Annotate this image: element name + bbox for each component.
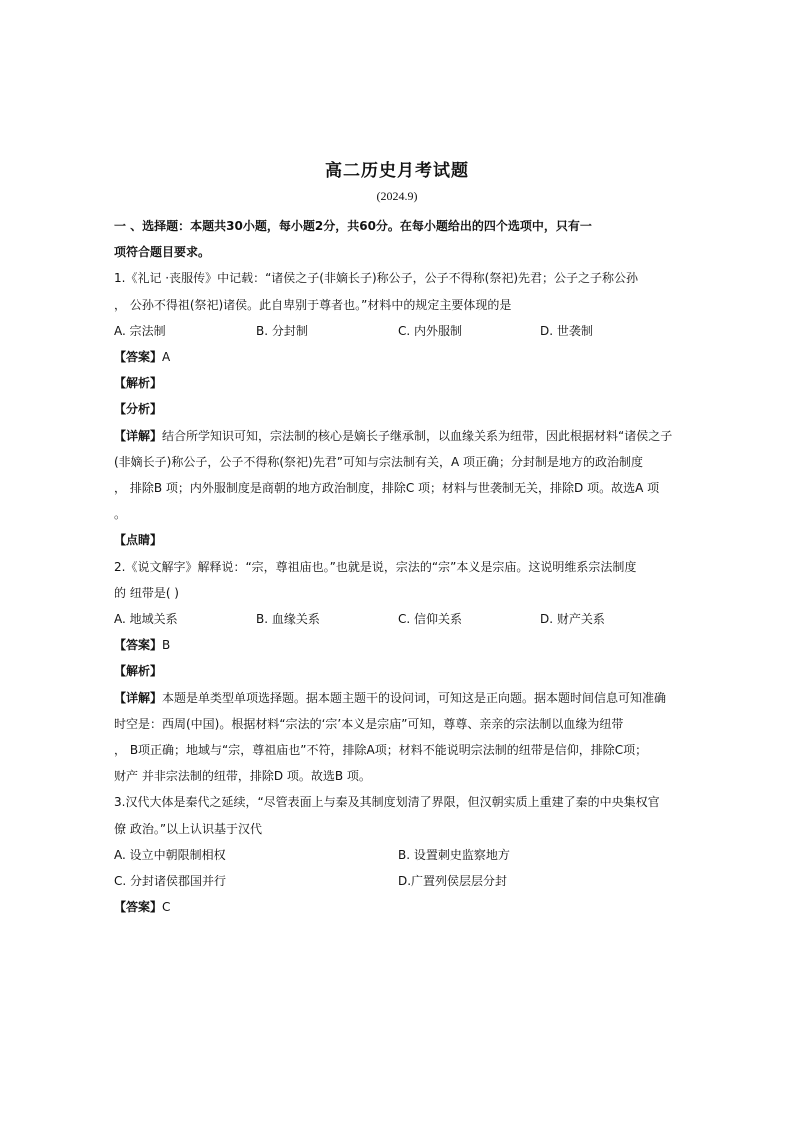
q1-stem-line1: 1.《礼记 ·丧服传》中记载：“诸侯之子(非嫡长子)称公子，公子不得称(祭祀)先君；公子之子称公孙 xyxy=(114,271,639,286)
exam-date: (2024.9) xyxy=(376,189,418,203)
q1-dianjing-tag: 【点睛】 xyxy=(114,533,163,548)
q2-stem-line1: 2.《说文解字》解释说：“宗，尊祖庙也。”也就是说，宗法的“宗”本义是宗庙。这说明维系宗法制度 xyxy=(114,559,637,574)
q2-analysis-tag: 【解析】 xyxy=(114,664,163,679)
q3-option-b: B. 设置刺史监察地方 xyxy=(398,847,510,862)
q3-stem-line1: 3.汉代大体是秦代之延续，“尽管表面上与秦及其制度划清了界限，但汉朝实质上重建了秦的中央集权官 xyxy=(114,795,660,810)
q2-detail-line3: ， B项正确；地域与“宗，尊祖庙也”不符，排除A项；材料不能说明宗法制的纽带是信仰，排除C项； xyxy=(114,743,648,758)
q2-option-a: A. 地域关系 xyxy=(114,612,178,627)
q3-options-row2 xyxy=(114,868,682,894)
q1-detail-line1 xyxy=(114,423,682,449)
q1-option-a: A. 宗法制 xyxy=(114,323,166,338)
q2-detail-text1: 本题是单类型单项选择题。据本题主题干的设问词，可知这是正向题。据本题时间信息可知准确 xyxy=(162,690,667,705)
q1-options xyxy=(114,318,682,344)
answer-tag: 【答案】 xyxy=(114,638,163,653)
detail-tag: 【详解】 xyxy=(114,690,163,705)
q2-option-d: D. 财产关系 xyxy=(540,612,605,627)
q3-options-row1 xyxy=(114,842,682,868)
answer-tag: 【答案】 xyxy=(114,350,163,365)
q1-analysis-tag: 【解析】 xyxy=(114,376,163,391)
q3-answer xyxy=(114,894,682,920)
q2-detail-line2: 时空是：西周(中国)。根据材料“宗法的‘宗’本义是宗庙”可知，尊尊、亲亲的宗法制以血缘为纽带 xyxy=(114,716,624,731)
q3-option-c: C. 分封诸侯郡国并行 xyxy=(114,874,227,889)
q2-option-c: C. 信仰关系 xyxy=(398,612,463,627)
q2-stem-line2: 的 纽带是( ) xyxy=(114,585,179,600)
q1-detail-line3: ， 排除B 项；内外服制度是商朝的地方政治制度，排除C 项；材料与世袭制无关，排除D 项。故选A 项 xyxy=(114,481,660,496)
page-title: 高二历史月考试题 xyxy=(325,161,469,181)
q1-option-d: D. 世袭制 xyxy=(540,323,593,338)
q2-option-b: B. 血缘关系 xyxy=(256,612,320,627)
q3-option-a: A. 设立中朝限制相权 xyxy=(114,847,226,862)
q1-answer-value: A xyxy=(162,350,171,365)
detail-tag: 【详解】 xyxy=(114,428,163,443)
q2-detail-line4: 财产 并非宗法制的纽带，排除D 项。故选B 项。 xyxy=(114,769,371,784)
q1-option-b: B. 分封制 xyxy=(256,323,308,338)
answer-tag: 【答案】 xyxy=(114,900,163,915)
q2-options xyxy=(114,606,682,632)
q2-detail-line1 xyxy=(114,685,682,711)
q2-answer-value: B xyxy=(162,638,171,653)
exam-content xyxy=(114,213,682,920)
q3-stem-line2: 僚 政治。”以上认识基于汉代 xyxy=(114,821,263,836)
q3-option-d: D.广置列侯层层分封 xyxy=(398,874,508,889)
q1-option-c: C. 内外服制 xyxy=(398,323,463,338)
q1-fenxi-tag: 【分析】 xyxy=(114,402,163,417)
q1-answer xyxy=(114,344,682,370)
q1-detail-line2: (非嫡长子)称公子，公子不得称(祭祀)先君”可知与宗法制有关，A 项正确；分封制是地方的政治制度 xyxy=(114,454,643,469)
section-instructions-line2: 项符合题目要求。 xyxy=(114,245,211,260)
q1-stem-line2: ， 公孙不得祖(祭祀)诸侯。此自卑别于尊者也。”材料中的规定主要体现的是 xyxy=(114,297,512,312)
section-instructions-line1: 一 、选择题：本题共30小题，每小题2分，共60分。在每小题给出的四个选项中，只有一 xyxy=(114,219,592,233)
q2-answer xyxy=(114,632,682,658)
q3-answer-value: C xyxy=(162,900,171,915)
q1-detail-text1: 结合所学知识可知，宗法制的核心是嫡长子继承制，以血缘关系为纽带，因此根据材料“诸侯之子 xyxy=(162,428,673,443)
q1-detail-line4: 。 xyxy=(114,507,127,522)
